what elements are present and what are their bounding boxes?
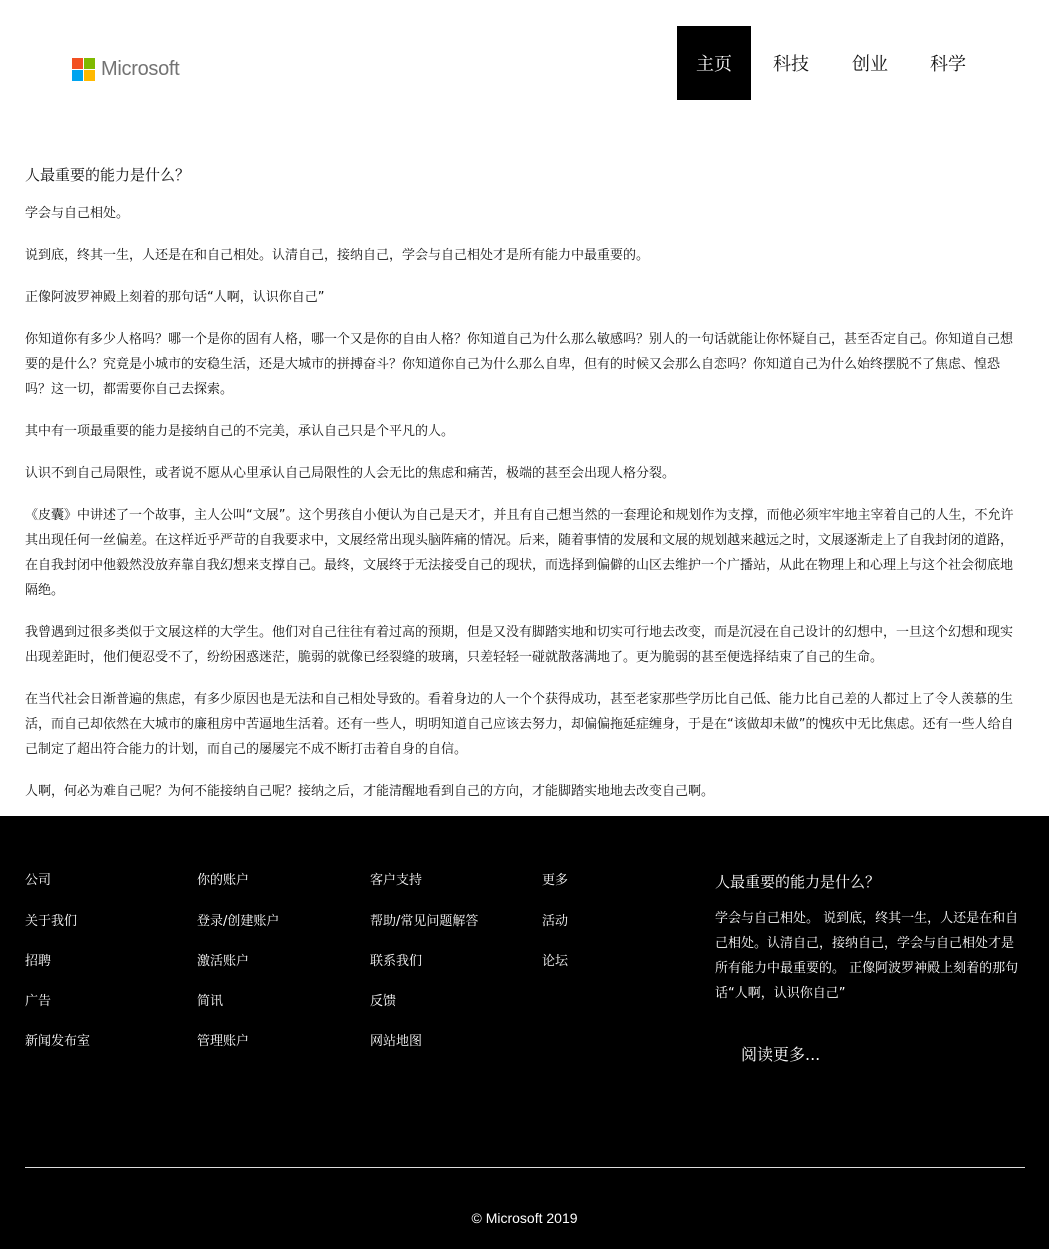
nav-item-startup[interactable]: 创业	[852, 54, 888, 75]
footer-link-signin[interactable]: 登录/创建账户	[197, 914, 280, 929]
footer-column-heading: 客户支持	[370, 873, 423, 888]
teaser-text: 学会与自己相处。 说到底，终其一生，人还是在和自己相处。认清自己，接纳自己，学会与自己相处才是所有能力中最重要的。 正像阿波罗神殿上刻着的那句话“人啊，认识你自己”	[715, 911, 1019, 1001]
footer-column-heading: 更多	[542, 873, 569, 888]
footer-column-company	[25, 868, 90, 1069]
footer-link-contact[interactable]: 联系我们	[370, 954, 423, 969]
nav-item-tech[interactable]: 科技	[773, 54, 809, 75]
article-paragraph: 正像阿波罗神殿上刻着的那句话“人啊，认识你自己”	[25, 290, 325, 305]
article-paragraph: 认识不到自己局限性，或者说不愿从心里承认自己局限性的人会无比的焦虑和痛苦，极端的甚至会出现人格分裂。	[25, 466, 676, 481]
article-paragraph: 你知道你有多少人格吗？哪一个是你的固有人格，哪一个又是你的自由人格？你知道自己为什么那么敏感吗？别人的一句话就能让你怀疑自己，甚至否定自己。你知道自己想要的是什么？究竟是小城市的安稳生活，还是大城市的拼搏奋斗？你知道你自己为什么那么自卑，但有的时候又会那么自恋吗？你知道自己为什么始终摆脱不了焦虑、惶恐吗？这一切，都需要你自己去探索。	[25, 332, 1014, 397]
site-footer	[0, 816, 1049, 1249]
footer-link-about[interactable]: 关于我们	[25, 914, 78, 929]
article-paragraph: 人啊，何必为难自己呢？为何不能接纳自己呢？接纳之后，才能清醒地看到自己的方向，才能脚踏实地地去改变自己啊。	[25, 784, 715, 799]
article-paragraph: 《皮囊》中讲述了一个故事，主人公叫“文展”。这个男孩自小便认为自己是天才，并且有自己想当然的一套理论和规划作为支撑，而他必须牢牢地主宰着自己的人生，不允许其出现任何一丝偏差。在这样近乎严苛的自我要求中，文展经常出现头脑阵痛的情况。后来，随着事情的发展和文展的规划越来越远之时，文展逐渐走上了自我封闭的道路，在自我封闭中他毅然没放弃靠自我幻想来支撑自己。最终，文展终于无法接受自己的现状，而选择到偏僻的山区去维护一个广播站，从此在物理上和心理上与这个社会彻底地隔绝。	[25, 508, 1014, 598]
microsoft-logo[interactable]	[72, 58, 179, 81]
main-nav	[677, 26, 987, 100]
logo-text: Microsoft	[101, 58, 180, 80]
microsoft-logo-icon	[72, 58, 95, 81]
copyright: © Microsoft 2019	[471, 1210, 578, 1226]
footer-link-newsroom[interactable]: 新闻发布室	[25, 1034, 91, 1049]
article	[25, 160, 1021, 804]
footer-link-feedback[interactable]: 反馈	[370, 994, 397, 1009]
footer-column-heading: 你的账户	[197, 873, 250, 888]
footer-link-careers[interactable]: 招聘	[25, 954, 52, 969]
footer-link-forum[interactable]: 论坛	[542, 954, 569, 969]
read-more-link[interactable]: 阅读更多...	[741, 1045, 821, 1064]
nav-item-home[interactable]: 主页	[677, 26, 751, 100]
article-paragraph: 学会与自己相处。	[25, 206, 130, 221]
footer-article-teaser	[715, 868, 1025, 1065]
article-paragraph: 其中有一项最重要的能力是接纳自己的不完美，承认自己只是个平凡的人。	[25, 424, 455, 439]
footer-link-activate[interactable]: 激活账户	[197, 954, 250, 969]
footer-column-account	[197, 868, 279, 1069]
teaser-title: 人最重要的能力是什么？	[715, 873, 881, 891]
footer-divider	[25, 1167, 1025, 1168]
article-paragraph: 说到底，终其一生，人还是在和自己相处。认清自己，接纳自己，学会与自己相处才是所有能力中最重要的。	[25, 248, 650, 263]
footer-column-more	[542, 868, 568, 989]
site-header	[0, 0, 1049, 120]
article-paragraph: 在当代社会日渐普遍的焦虑，有多少原因也是无法和自己相处导致的。看着身边的人一个个获得成功，甚至老家那些学历比自己低、能力比自己差的人都过上了令人羡慕的生活，而自己却依然在大城市的廉租房中苦逼地生活着。还有一些人，明明知道自己应该去努力，却偏偏拖延症缠身，于是在“该做却未做”的愧疚中无比焦虑。还有一些人给自己制定了超出符合能力的计划，而自己的屡屡完不成不断打击着自身的自信。	[25, 692, 1014, 757]
footer-link-sitemap[interactable]: 网站地图	[370, 1034, 423, 1049]
footer-column-support	[370, 868, 478, 1069]
footer-link-newsletter[interactable]: 简讯	[197, 994, 224, 1009]
article-title: 人最重要的能力是什么？	[25, 166, 191, 184]
nav-item-science[interactable]: 科学	[930, 54, 966, 75]
footer-link-manage-account[interactable]: 管理账户	[197, 1034, 250, 1049]
footer-column-heading: 公司	[25, 873, 52, 888]
article-paragraph: 我曾遇到过很多类似于文展这样的大学生。他们对自己往往有着过高的预期，但是又没有脚踏实地和切实可行地去改变，而是沉浸在自己设计的幻想中，一旦这个幻想和现实出现差距时，他们便忍受不了，纷纷困惑迷茫，脆弱的就像已经裂缝的玻璃，只差轻轻一碰就散落满地了。更为脆弱的甚至便选择结束了自己的生命。	[25, 625, 1014, 665]
footer-link-advertising[interactable]: 广告	[25, 994, 52, 1009]
footer-link-events[interactable]: 活动	[542, 914, 569, 929]
footer-link-help-faq[interactable]: 帮助/常见问题解答	[370, 914, 479, 929]
